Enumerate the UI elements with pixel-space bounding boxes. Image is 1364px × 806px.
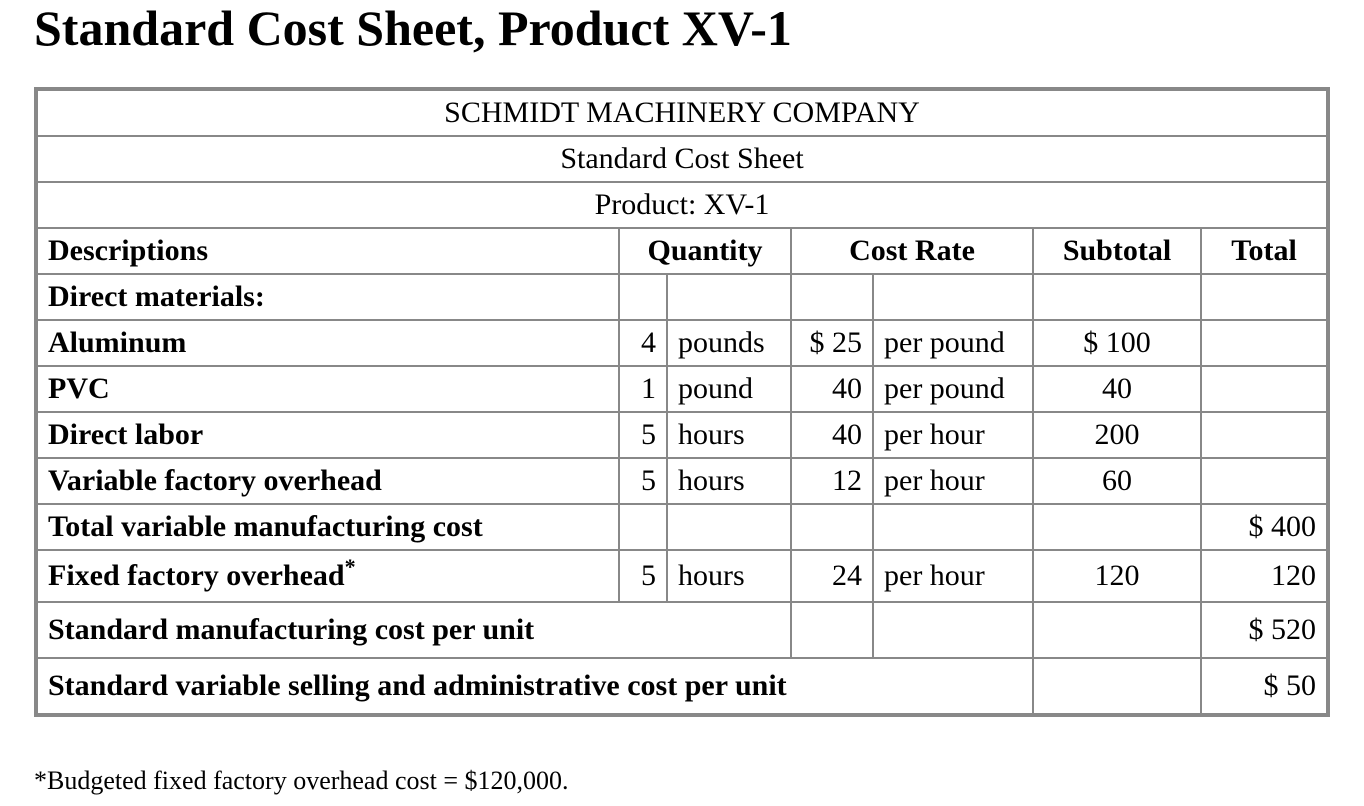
row-label: Direct materials: bbox=[37, 274, 619, 320]
quantity-value: 5 bbox=[619, 412, 667, 458]
empty-cell bbox=[1201, 274, 1327, 320]
row-label bbox=[37, 550, 619, 602]
col-descriptions: Descriptions bbox=[37, 228, 619, 274]
footnote-marker: * bbox=[344, 554, 356, 579]
empty-cell bbox=[1201, 458, 1327, 504]
row-label: Standard manufacturing cost per unit bbox=[37, 602, 791, 658]
empty-cell bbox=[873, 274, 1033, 320]
empty-cell bbox=[1033, 504, 1201, 550]
quantity-unit: pound bbox=[667, 366, 791, 412]
sheet-name: Standard Cost Sheet bbox=[37, 136, 1327, 182]
total-value: $ 400 bbox=[1201, 504, 1327, 550]
total-value: $ 520 bbox=[1201, 602, 1327, 658]
table-row bbox=[37, 274, 1327, 320]
quantity-unit: hours bbox=[667, 412, 791, 458]
subtotal-value: $ 100 bbox=[1033, 320, 1201, 366]
column-header-row bbox=[37, 228, 1327, 274]
row-label: Total variable manufacturing cost bbox=[37, 504, 619, 550]
table-row bbox=[37, 504, 1327, 550]
table-row bbox=[37, 366, 1327, 412]
header-sheet-row bbox=[37, 136, 1327, 182]
empty-cell bbox=[791, 504, 873, 550]
col-quantity: Quantity bbox=[619, 228, 791, 274]
quantity-value: 1 bbox=[619, 366, 667, 412]
rate-unit: per pound bbox=[873, 366, 1033, 412]
subtotal-value: 40 bbox=[1033, 366, 1201, 412]
quantity-unit: hours bbox=[667, 458, 791, 504]
col-total: Total bbox=[1201, 228, 1327, 274]
col-subtotal: Subtotal bbox=[1033, 228, 1201, 274]
empty-cell bbox=[1033, 274, 1201, 320]
page-title: Standard Cost Sheet, Product XV-1 bbox=[34, 0, 792, 56]
quantity-value: 5 bbox=[619, 550, 667, 602]
empty-cell bbox=[873, 602, 1033, 658]
table-row bbox=[37, 602, 1327, 658]
header-company-row bbox=[37, 90, 1327, 136]
row-label: Direct labor bbox=[37, 412, 619, 458]
footnote: *Budgeted fixed factory overhead cost = $120,000. bbox=[34, 766, 569, 795]
standard-cost-sheet-table bbox=[34, 87, 1330, 717]
table-row bbox=[37, 320, 1327, 366]
empty-cell bbox=[619, 274, 667, 320]
rate-unit: per hour bbox=[873, 458, 1033, 504]
empty-cell bbox=[791, 602, 873, 658]
quantity-unit: hours bbox=[667, 550, 791, 602]
rate-value: 40 bbox=[791, 412, 873, 458]
empty-cell bbox=[1033, 602, 1201, 658]
quantity-value: 5 bbox=[619, 458, 667, 504]
quantity-unit: pounds bbox=[667, 320, 791, 366]
empty-cell bbox=[873, 504, 1033, 550]
row-label: PVC bbox=[37, 366, 619, 412]
row-label: Variable factory overhead bbox=[37, 458, 619, 504]
rate-unit: per hour bbox=[873, 550, 1033, 602]
rate-value: 24 bbox=[791, 550, 873, 602]
table-row bbox=[37, 458, 1327, 504]
table-row bbox=[37, 412, 1327, 458]
empty-cell bbox=[1201, 412, 1327, 458]
table-row bbox=[37, 658, 1327, 714]
subtotal-value: 120 bbox=[1033, 550, 1201, 602]
rate-value: $ 25 bbox=[791, 320, 873, 366]
empty-cell bbox=[1201, 366, 1327, 412]
quantity-value: 4 bbox=[619, 320, 667, 366]
total-value: 120 bbox=[1201, 550, 1327, 602]
rate-value: 40 bbox=[791, 366, 873, 412]
rate-unit: per hour bbox=[873, 412, 1033, 458]
row-label: Aluminum bbox=[37, 320, 619, 366]
table-row bbox=[37, 550, 1327, 602]
product-name: Product: XV-1 bbox=[37, 182, 1327, 228]
subtotal-value: 60 bbox=[1033, 458, 1201, 504]
empty-cell bbox=[1033, 658, 1201, 714]
empty-cell bbox=[667, 274, 791, 320]
total-value: $ 50 bbox=[1201, 658, 1327, 714]
company-name: SCHMIDT MACHINERY COMPANY bbox=[37, 90, 1327, 136]
row-label-text: Fixed factory overhead bbox=[48, 559, 345, 592]
empty-cell bbox=[1201, 320, 1327, 366]
empty-cell bbox=[791, 274, 873, 320]
header-product-row bbox=[37, 182, 1327, 228]
col-cost-rate: Cost Rate bbox=[791, 228, 1033, 274]
rate-unit: per pound bbox=[873, 320, 1033, 366]
rate-value: 12 bbox=[791, 458, 873, 504]
row-label: Standard variable selling and administrative cost per unit bbox=[37, 658, 1033, 714]
empty-cell bbox=[667, 504, 791, 550]
subtotal-value: 200 bbox=[1033, 412, 1201, 458]
empty-cell bbox=[619, 504, 667, 550]
